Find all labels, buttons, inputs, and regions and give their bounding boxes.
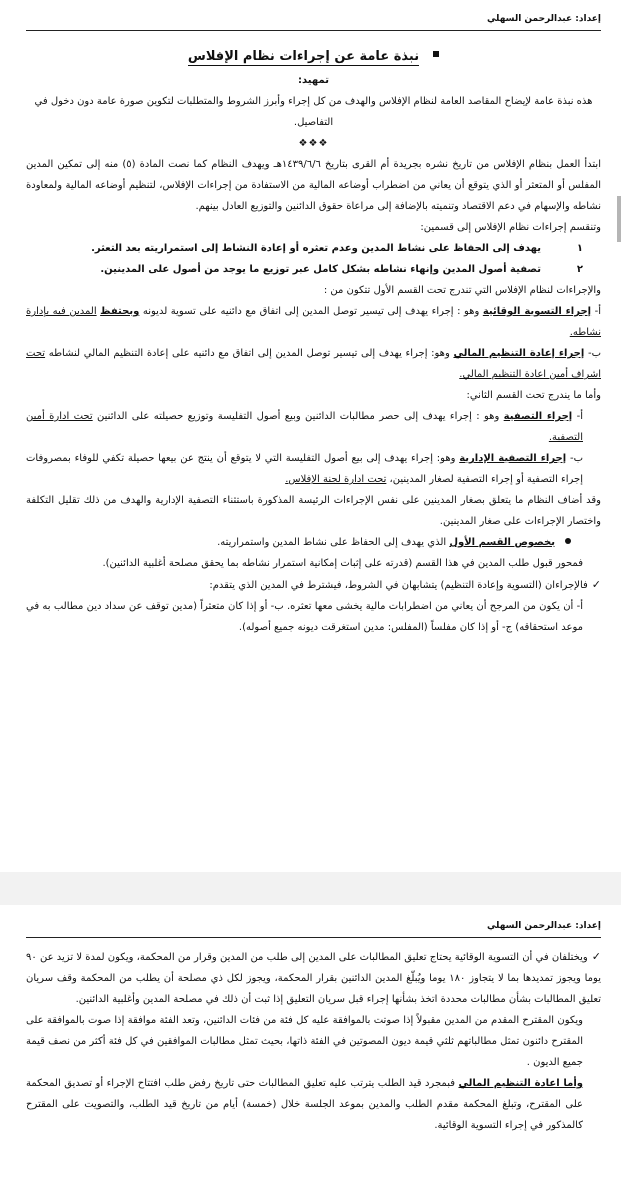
page-title: نبذة عامة عن إجراءات نظام الإفلاس — [26, 49, 601, 64]
paragraph-4: وأما ما يندرج تحت القسم الثاني: — [466, 390, 601, 401]
checkmark-icon: ✓ — [591, 950, 601, 963]
header-divider — [26, 30, 601, 31]
section-1: ١يهدف إلى الحفاظ على نشاط المدين وعدم تعثره أو إعادة النشاط إلى استمراريته بعد التعثر. — [91, 243, 583, 254]
paragraph-1: ابتدأ العمل بنظام الإفلاس من تاريخ نشره بجريدة أم القرى بتاريخ ١٤٣٩/٦/٦هـ ويهدف النظام كما نصت المادة (٥) منه إلى تمكين المدين المفلس أو المتعثر أو الذي يتوقع أن يعاني من اضطراب أوضاعه المالية من الاستفادة من إجراءات الإفلاس، لتنظيم أوضاعه المالية ولمعاودة نشاطه والإسهام في دعم الاقتصاد وتنميته بالإضافة إلى مراعاة حقوق الدائنين والتوزيع العادل بينهم. — [26, 159, 601, 212]
item-financial-reorganization: ب- إجراء إعادة التنظيم المالي وهو: إجراء يهدف إلى تيسير توصل المدين إلى اتفاق مع دائنيه على إعادة التنظيم المالي لنشاطه تحت اشراف أمين اعادة التنظيم المالي. — [26, 348, 601, 380]
bullet-first-section: بخصوص القسم الأول الذي يهدف إلى الحفاظ على نشاط المدين واستمراريته. — [26, 532, 601, 553]
paragraph-5: وقد أضاف النظام ما يتعلق بصغار المدينين على نفس الإجراءات الرئيسة المذكورة باستثناء التصفية الإدارية والهدف من ذلك تقليل التكلفة واختصار الإجراءات على صغار المدينين. — [26, 495, 601, 527]
paragraph-9: وأما اعادة التنظيم المالي فبمجرد قيد الطلب يترتب عليه تعليق المطالبات حتى تاريخ رفض طلب افتتاح الإجراء أو تصديق المحكمة على المقترح، وتبلغ المحكمة مقدم الطلب والمدين بموعد الجلسة خلال (خمسة) أيام من تاريخ قيد الطلب، والتصويت على المقترح كالمذكور في إجراء التسوية الوقائية. — [26, 1078, 584, 1131]
author-label: إعداد: عبدالرحمن السهلي — [486, 14, 601, 24]
item-administrative-liquidation: ب- إجراء التصفية الإدارية وهو: إجراء يهدف إلى بيع أصول التفليسة التي لا يتوقع أن ينتج عن بيعها حصيلة تكفي للوفاء بمصروفات إجراء التصفية أو إجراء التصفية لصغار المدينين، تحت ادارة لجنة الإفلاس. — [26, 453, 583, 485]
square-bullet-icon — [433, 51, 439, 57]
paragraph-2: وتنقسم إجراءات نظام الإفلاس إلى قسمين: — [420, 222, 601, 233]
header-divider-page-2 — [26, 937, 601, 938]
checkmark-conditions: ✓فالإجراءان (التسوية وإعادة التنظيم) يتشابهان في الشروط، فيشترط في المدين الذي يتقدم: — [209, 578, 601, 591]
intro-text: هذه نبذة عامة لإيضاح المقاصد العامة لنظام الإفلاس والهدف من كل إجراء وأبرز الشروط والمتطلبات لتكوين صورة عامة دون دخول في التفاصيل. — [34, 96, 593, 128]
checkmark-differences: ✓ويختلفان في أن التسوية الوقائية يحتاج تعليق المطالبات على المدين إلى طلب من المدين وقرار من المحكمة، ويكون لمدة لا تزيد عن ٩٠ يوما ويجوز تمديدها بما لا يتجاوز ١٨٠ يوما ويُبلّغ المدين الدائنين بقرار المحكمة، ويجوز لكل ذي مصلحة أن يطلب من المحكمة وقف سريان تعليق المطالبات بشأن مطالبات محددة اتخذ بشأنها إجراء قبل سريان التعليق إذا ثبت أن ذلك في مصلحة المدين وأغلبية الدائنين. — [26, 950, 601, 1005]
scroll-indicator — [617, 196, 621, 242]
section-2: ٢تصفية أصول المدين وإنهاء نشاطه بشكل كامل عبر توزيع ما يوجد من أصول على المدينين. — [100, 264, 583, 275]
paragraph-8: ويكون المقترح المقدم من المدين مقبولاً إذا صوتت بالموافقة عليه كل فئة من فئات الدائنين، وتعد الفئة موافقة إذا صوت بالموافقة على المقترح دائنون تمثل مطالباتهم ثلثي قيمة ديون المصوتين في الفئة ذاتها، بحيث تمثل مطالبات الموافقين في كل فئة أكثر من نصف قيمة جميع الديون . — [26, 1015, 583, 1068]
bullet-icon — [565, 538, 571, 544]
item-liquidation: أ- إجراء التصفية وهو : إجراء يهدف إلى حصر مطالبات الدائنين وبيع أصول التفليسة وتوزيع حصيلته على الدائنين تحت ادارة أمين التصفية. — [26, 411, 583, 443]
item-preventive-settlement: أ- إجراء التسوية الوقائية وهو : إجراء يهدف إلى تيسير توصل المدين إلى اتفاق مع دائنيه على تسوية لديونه وبحتفظ المدين فيه بإدارة نشاطه. — [26, 306, 601, 338]
document-page-2 — [0, 905, 621, 1200]
paragraph-3: والإجراءات لنظام الإفلاس التي تندرج تحت القسم الأول تتكون من : — [323, 285, 601, 296]
checkmark-icon: ✓ — [591, 578, 601, 591]
author-label-page-2: إعداد: عبدالرحمن السهلي — [486, 921, 601, 931]
intro-heading: تمهيد: — [298, 75, 329, 86]
separator: ❖❖❖ — [298, 138, 329, 149]
paragraph-7: أ- أن يكون من المرجح أن يعاني من اضطرابات مالية يخشى معها تعثره. ب- أو إذا كان متعثراً (مدين توقف عن سداد دين مطالب به في موعد استحقاقه) ج- أو إذا كان مفلساً (المفلس: مدين استغرقت ديونه جميع أصوله). — [26, 601, 583, 633]
paragraph-6: فمحور قبول طلب المدين في هذا القسم (قدرته على إثبات إمكانية استمرار نشاطه بما يحقق مصلحة أغلبية الدائنين). — [102, 558, 583, 569]
